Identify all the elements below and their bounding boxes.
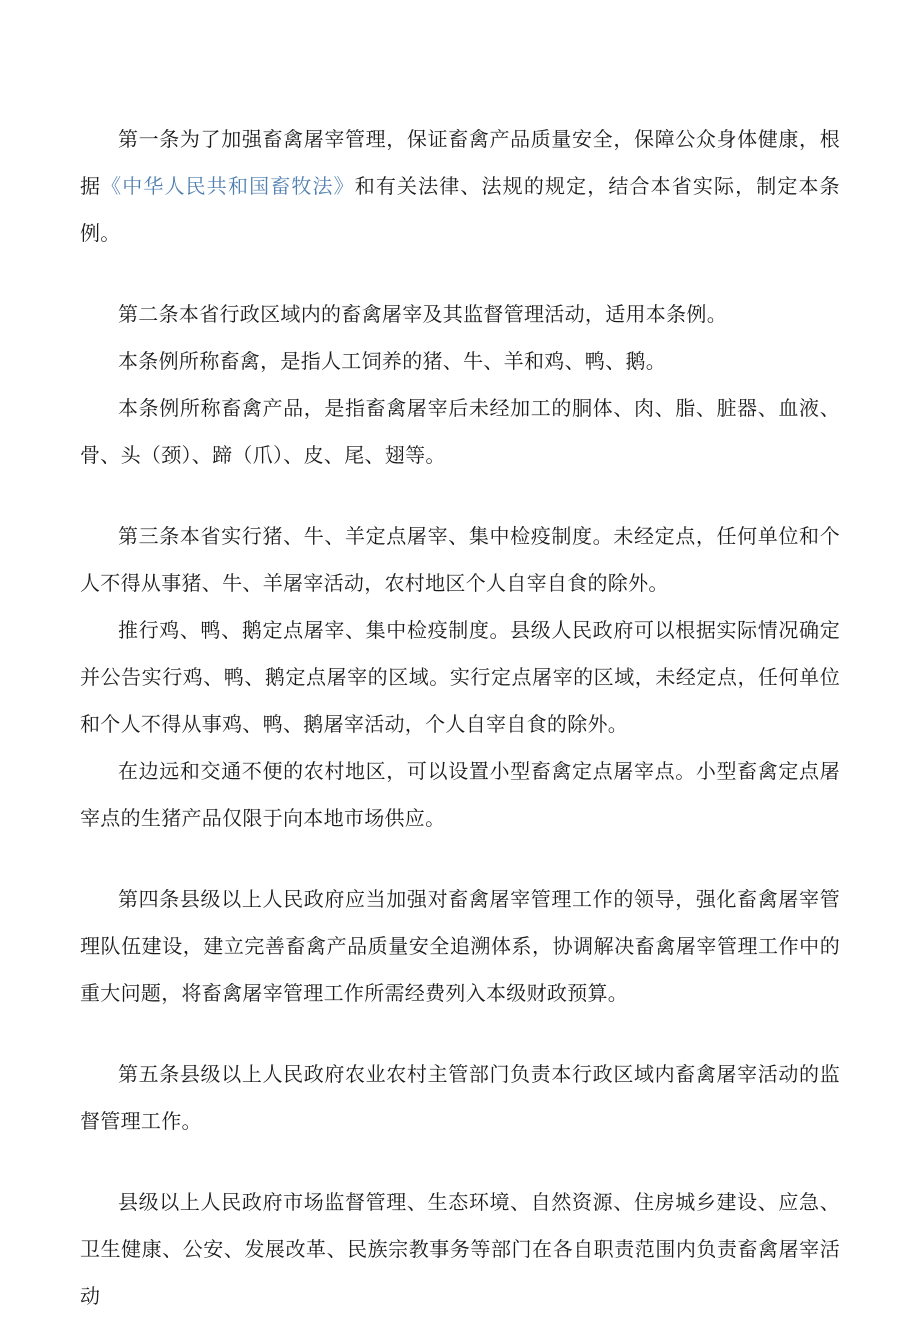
article-2-definition-livestock: 本条例所称畜禽，是指人工饲养的猪、牛、羊和鸡、鸭、鹅。 — [118, 349, 667, 373]
article-4: 第四条县级以上人民政府应当加强对畜禽屠宰管理工作的领导，强化畜禽屠宰管理队伍建设，建立完善畜禽产品质量安全追溯体系，协调解决畜禽屠宰管理工作中的重大问题，将畜禽屠宰管理工作所需经费列入本级财政预算。 — [80, 887, 840, 1005]
law-reference-link[interactable]: 《中华人民共和国畜牧法》 — [101, 174, 355, 198]
article-5-departments: 县级以上人民政府市场监督管理、生态环境、自然资源、住房城乡建设、应急、卫生健康、公安、发展改革、民族宗教事务等部门在各自职责范围内负责畜禽屠宰活动 — [80, 1190, 840, 1308]
article-3-poultry: 推行鸡、鸭、鹅定点屠宰、集中检疫制度。县级人民政府可以根据实际情况确定并公告实行鸡、鸭、鹅定点屠宰的区域。实行定点屠宰的区域，未经定点，任何单位和个人不得从事鸡、鸭、鹅屠宰活动，个人自宰自食的除外。 — [80, 618, 840, 736]
article-1-text-b: 和有关法律、法规的规定，结合本省实际，制定本条例。 — [80, 174, 840, 245]
article-3: 第三条本省实行猪、牛、羊定点屠宰、集中检疫制度。未经定点，任何单位和个人不得从事猪、牛、羊屠宰活动，农村地区个人自宰自食的除外。 — [80, 524, 840, 595]
document-body — [80, 116, 840, 1320]
article-2: 第二条本省行政区域内的畜禽屠宰及其监督管理活动，适用本条例。 — [118, 302, 727, 326]
article-1-text-a: 第一条为了加强畜禽屠宰管理，保证畜禽产品质量安全，保障公众身体健康，根据 — [80, 127, 840, 198]
article-5: 第五条县级以上人民政府农业农村主管部门负责本行政区域内畜禽屠宰活动的监督管理工作。 — [80, 1062, 840, 1133]
article-3-rural: 在边远和交通不便的农村地区，可以设置小型畜禽定点屠宰点。小型畜禽定点屠宰点的生猪产品仅限于向本地市场供应。 — [80, 759, 840, 830]
article-2-definition-products: 本条例所称畜禽产品，是指畜禽屠宰后未经加工的胴体、肉、脂、脏器、血液、骨、头（颈）、蹄（爪）、皮、尾、翅等。 — [80, 396, 840, 467]
article-1 — [80, 116, 840, 257]
